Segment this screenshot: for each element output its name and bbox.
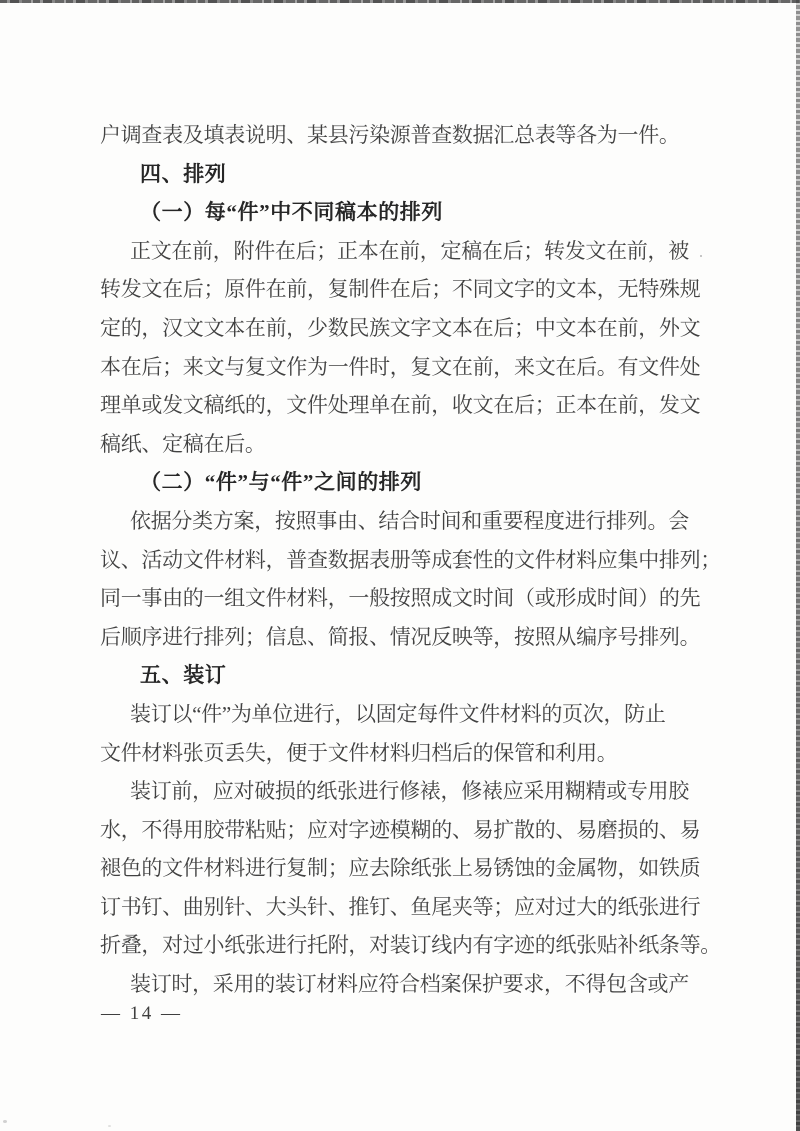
heading-line: （一）每“件”中不同稿本的排列 [140, 200, 443, 225]
heading-line: 五、装订 [140, 663, 227, 688]
text-line: 户调查表及填表说明、某县污染源普查数据汇总表等各为一件。 [100, 123, 680, 147]
text-line: 转发文在后；原件在前，复制件在后；不同文字的文本，无特殊规 [100, 277, 701, 302]
text-line: 正文在前，附件在后；正本在前，定稿在后；转发文在前，被 [130, 238, 689, 263]
scan-speck [3, 1120, 7, 1123]
document-body [100, 116, 721, 1004]
scan-speck [700, 255, 702, 257]
text-line: 议、活动文件材料，普查数据表册等成套性的文件材料应集中排列； [100, 547, 721, 572]
text-line: 理单或发文稿纸的，文件处理单在前，收文在后；正本在前，发文 [100, 393, 701, 418]
text-line: 稿纸、定稿在后。 [100, 431, 266, 456]
text-line: 折叠，对过小纸张进行托附，对装订线内有字迹的纸张贴补纸条等。 [100, 933, 721, 958]
text-line: 装订以“件”为单位进行，以固定每件文件材料的页次，防止 [130, 701, 666, 726]
scan-edge-top-artifact [0, 0, 800, 3]
text-line: 装订时，采用的装订材料应符合档案保护要求，不得包含或产 [130, 972, 689, 997]
scan-speck [108, 1125, 111, 1127]
text-line: 褪色的文件材料进行复制；应去除纸张上易锈蚀的金属物，如铁质 [100, 856, 701, 881]
heading-line: 四、排列 [140, 161, 227, 186]
text-line: 本在后；来文与复文作为一件时，复文在前，来文在后。有文件处 [100, 354, 701, 379]
text-line: 后顺序进行排列；信息、简报、情况反映等，按照从编序号排列。 [100, 624, 701, 649]
page-number: — 14 — [101, 1003, 183, 1024]
text-line: 订书钉、曲别针、大头针、推钉、鱼尾夹等；应对过大的纸张进行 [100, 894, 701, 919]
text-line: 定的，汉文文本在前，少数民族文字文本在后；中文本在前，外文 [100, 315, 701, 340]
text-line: 水，不得用胶带粘贴；应对字迹模糊的、易扩散的、易磨损的、易 [100, 817, 701, 842]
text-line: 装订前，应对破损的纸张进行修裱，修裱应采用糊精或专用胶 [130, 779, 689, 804]
heading-line: （二）“件”与“件”之间的排列 [140, 470, 422, 495]
scan-edge-right-artifact [796, 0, 800, 1131]
text-line: 同一事由的一组文件材料，一般按照成文时间（或形成时间）的先 [100, 586, 701, 611]
text-line: 依据分类方案，按照事由、结合时间和重要程度进行排列。会 [130, 508, 689, 533]
text-line: 文件材料张页丢失，便于文件材料归档后的保管和利用。 [100, 740, 618, 765]
